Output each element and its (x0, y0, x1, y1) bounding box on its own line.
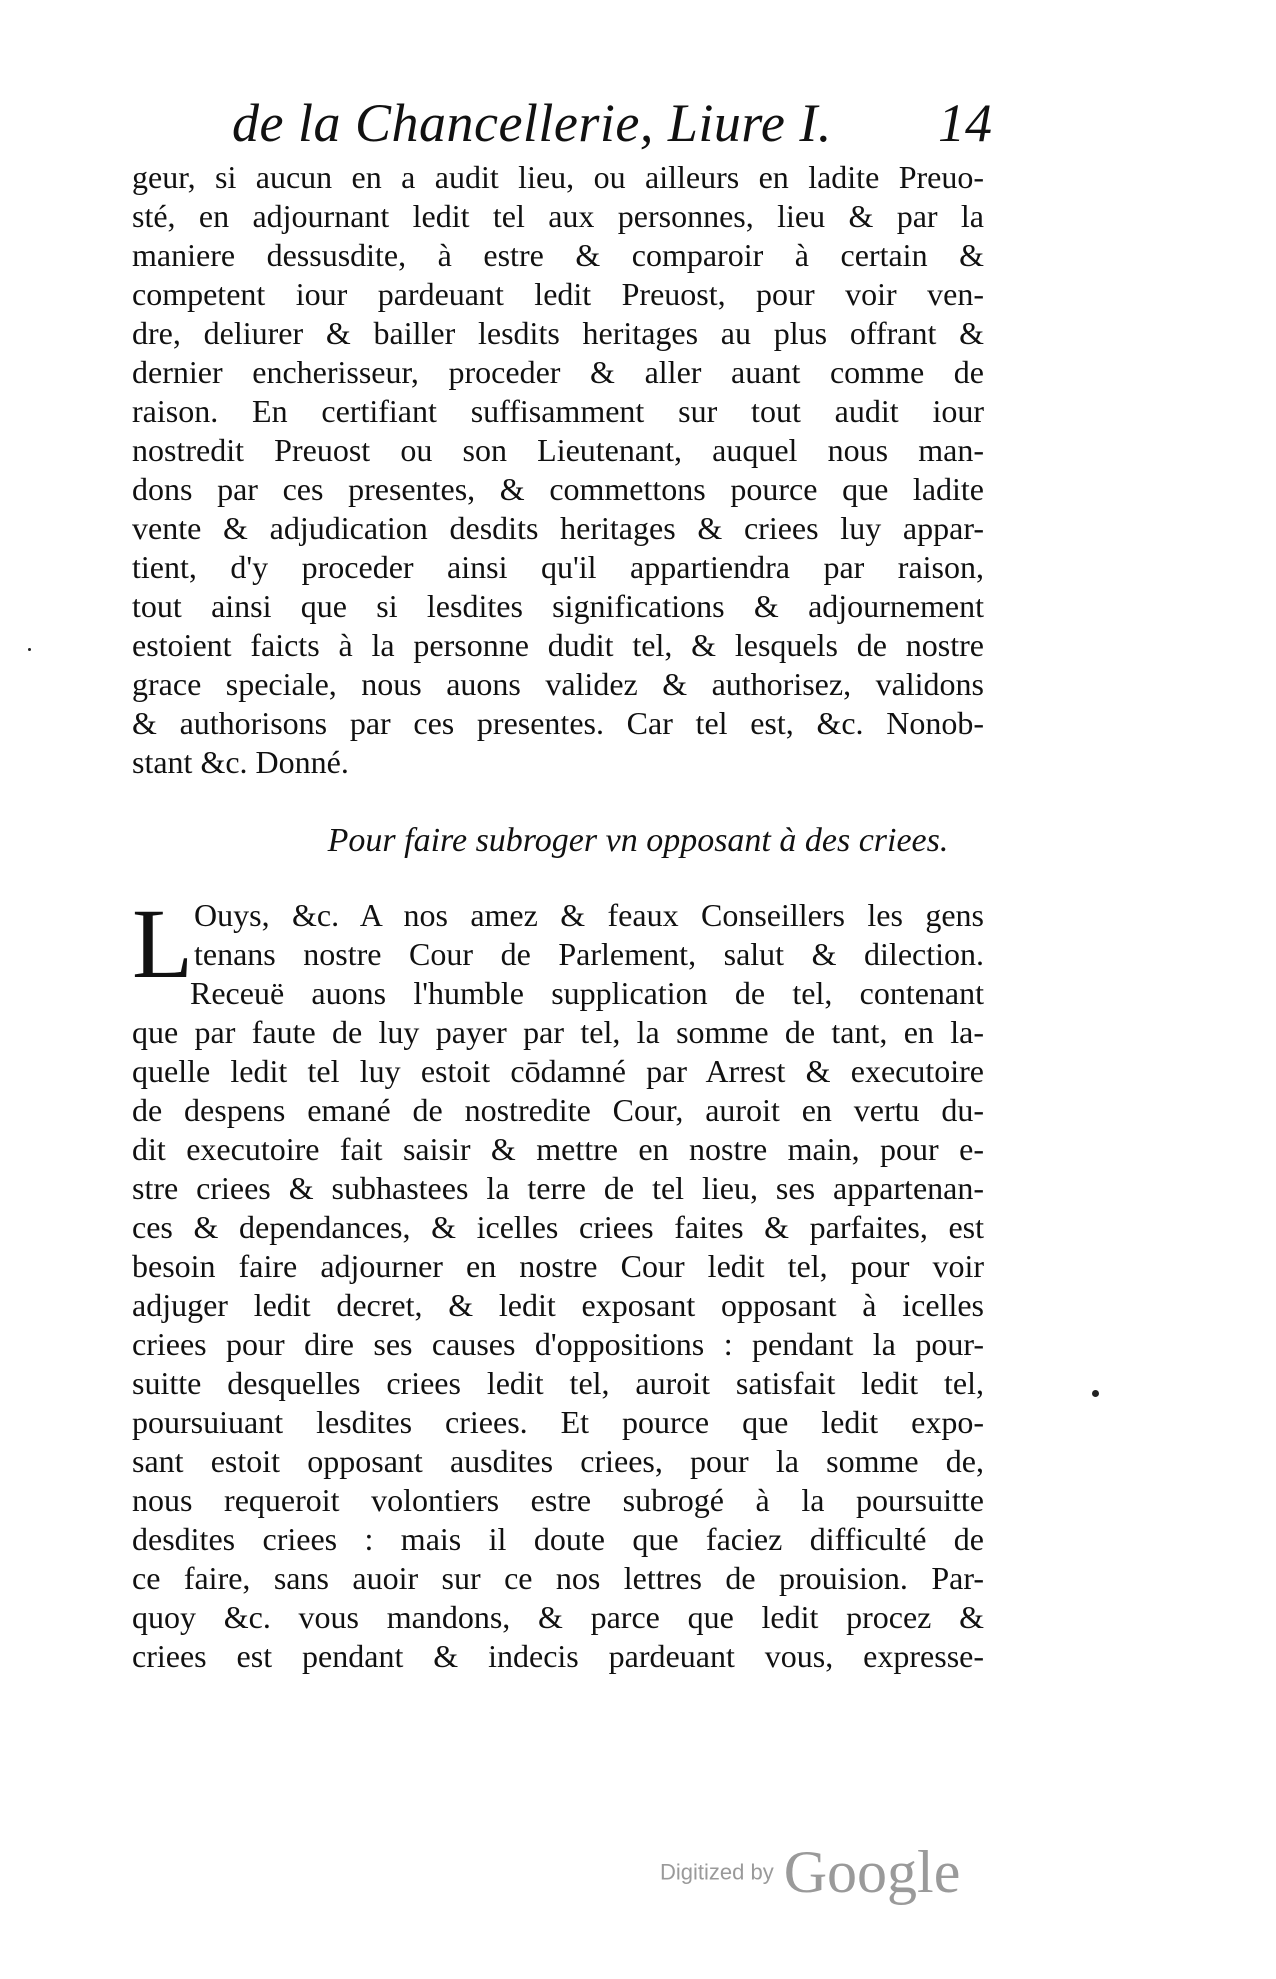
page-header (232, 92, 992, 162)
text-line: quoy &c. vous mandons, & parce que ledit procez & (132, 1599, 984, 1635)
text-line: maniere dessusdite, à estre & comparoir à certain & (132, 237, 984, 273)
running-title: de la Chancellerie, Liure I. (232, 93, 832, 153)
text-line: raison. En certifiant suffisamment sur tout audit iour (132, 393, 984, 429)
digitized-watermark (660, 1838, 960, 1907)
text-block-letter (132, 888, 984, 1676)
ink-speck (28, 648, 31, 651)
text-line: dit executoire fait saisir & mettre en nostre main, pour e- (132, 1131, 984, 1167)
text-line: criees est pendant & indecis pardeuant vous, expresse- (132, 1638, 984, 1674)
text-line: stre criees & subhastees la terre de tel lieu, ses appartenan- (132, 1170, 984, 1206)
text-line: suitte desquelles criees ledit tel, auroit satisfait ledit tel, (132, 1365, 984, 1401)
text-line: ces & dependances, & icelles criees faites & parfaites, est (132, 1209, 984, 1245)
drop-cap: L (132, 888, 194, 999)
text-line: adjuger ledit decret, & ledit exposant opposant à icelles (132, 1287, 984, 1323)
ink-speck (1092, 1390, 1099, 1397)
section-title: Pour faire subroger vn opposant à des criees. (327, 822, 949, 859)
text-line: besoin faire adjourner en nostre Cour ledit tel, pour voir (132, 1248, 984, 1284)
text-line: ce faire, sans auoir sur ce nos lettres de prouision. Par- (132, 1560, 984, 1596)
text-line: tout ainsi que si lesdites significations & adjournement (132, 588, 984, 624)
text-line: de despens emané de nostredite Cour, auroit en vertu du- (132, 1092, 984, 1128)
text-line: tient, d'y proceder ainsi qu'il appartiendra par raison, (132, 549, 984, 585)
text-line: & authorisons par ces presentes. Car tel est, &c. Nonob- (132, 705, 984, 741)
text-line: vente & adjudication desdits heritages & criees luy appar- (132, 510, 984, 546)
text-line: dons par ces presentes, & commettons pource que ladite (132, 471, 984, 507)
text-block-continuation (132, 158, 984, 782)
text-line: dernier encherisseur, proceder & aller auant comme de (132, 354, 984, 390)
text-line: dre, deliurer & bailler lesdits heritages au plus offrant & (132, 315, 984, 351)
text-line: sté, en adjournant ledit tel aux personnes, lieu & par la (132, 198, 984, 234)
watermark-logo-text: Google (783, 1839, 961, 1905)
text-line: estoient faicts à la personne dudit tel, & lesquels de nostre (132, 627, 984, 663)
text-line: tenans nostre Cour de Parlement, salut & dilection. (194, 936, 984, 972)
text-line: que par faute de luy payer par tel, la somme de tant, en la- (132, 1014, 984, 1050)
text-line: stant &c. Donné. (132, 744, 349, 780)
text-line: criees pour dire ses causes d'oppositions : pendant la pour- (132, 1326, 984, 1362)
text-line: nous requeroit volontiers estre subrogé à la poursuitte (132, 1482, 984, 1518)
text-line: poursuiuant lesdites criees. Et pource que ledit expo- (132, 1404, 984, 1440)
text-line: nostredit Preuost ou son Lieutenant, auquel nous man- (132, 432, 984, 468)
text-line: desdites criees : mais il doute que faciez difficulté de (132, 1521, 984, 1557)
text-line: geur, si aucun en a audit lieu, ou ailleurs en ladite Preuo- (132, 159, 984, 195)
text-line: grace speciale, nous auons validez & authorisez, validons (132, 666, 984, 702)
text-line: Receuë auons l'humble supplication de tel, contenant (190, 975, 984, 1011)
text-line: competent iour pardeuant ledit Preuost, pour voir ven- (132, 276, 984, 312)
text-line: sant estoit opposant ausdites criees, pour la somme de, (132, 1443, 984, 1479)
text-line: quelle ledit tel luy estoit cōdamné par Arrest & executoire (132, 1053, 984, 1089)
watermark-small-text: Digitized by (660, 1859, 774, 1885)
page-number: 14 (938, 93, 992, 153)
text-line: Ouys, &c. A nos amez & feaux Conseillers les gens (194, 897, 984, 933)
